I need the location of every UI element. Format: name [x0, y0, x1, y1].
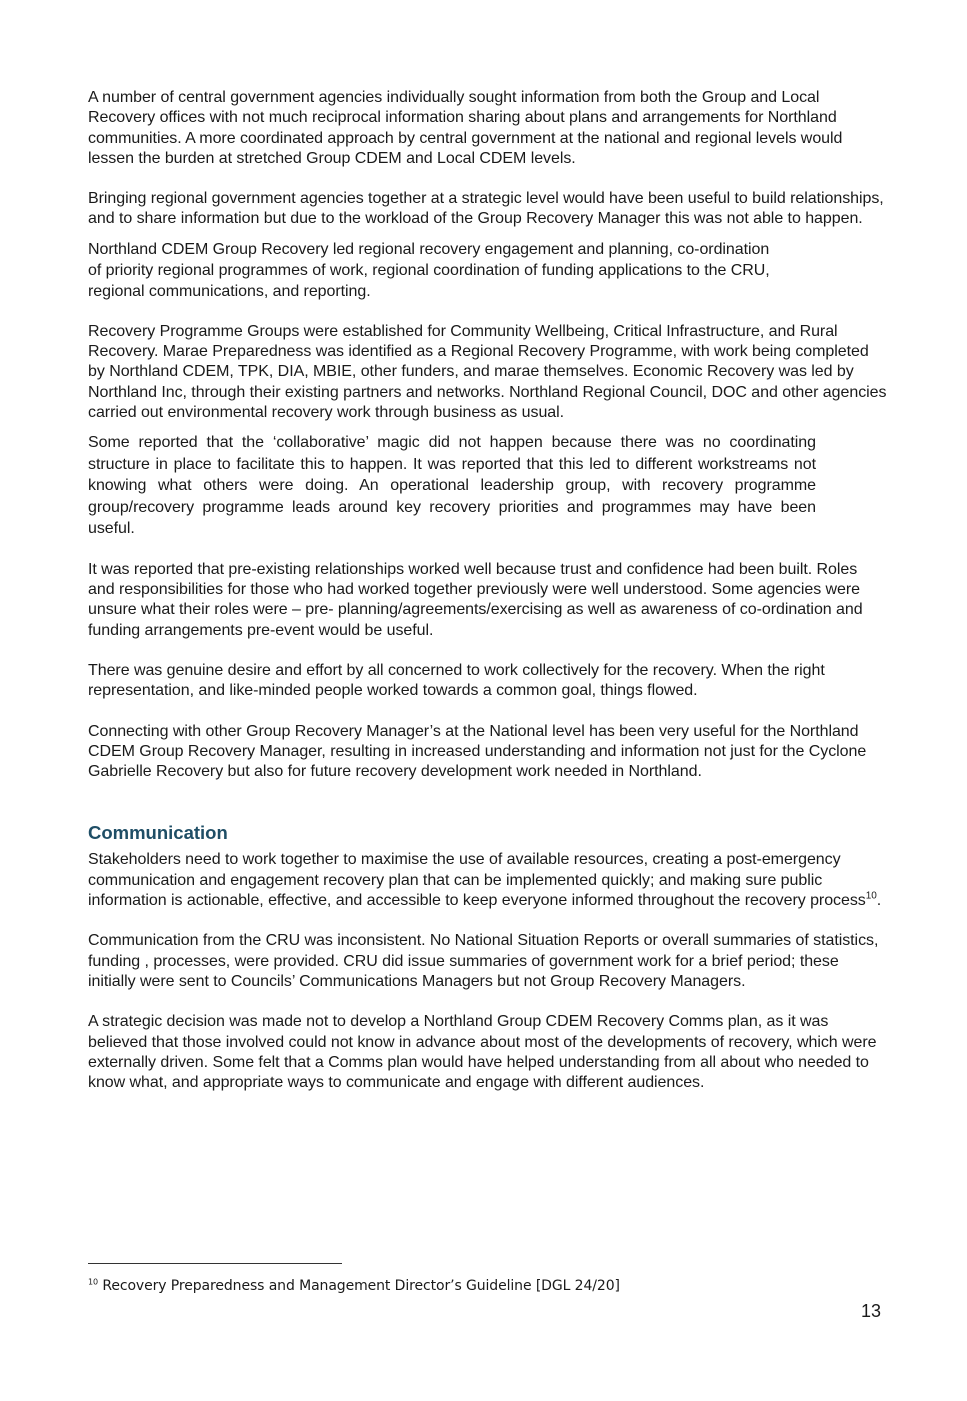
paragraph-cru-inconsistent: Communication from the CRU was inconsistent. No National Situation Reports or overall summaries of statistics, funding , processes, were provided. CRU did issue summaries of government work for a brief period; these initially were sent to Councils’ Communications Managers but not Group Recovery Managers.: [88, 932, 879, 990]
paragraph-central-agencies: A number of central government agencies individually sought information from both the Group and Local Recovery offices with not much reciprocal information sharing about plans and arrangements for Northland communities. A more coordinated approach by central government at the national and regional levels would lessen the burden at stretched Group CDEM and Local CDEM levels.: [88, 89, 843, 167]
page-number: 13: [860, 1301, 881, 1321]
paragraph-genuine-desire: There was genuine desire and effort by all concerned to work collectively for the recovery. When the right representation, and like-minded people worked towards a common goal, things flowed.: [88, 661, 825, 700]
paragraph-group-recovery-led: Northland CDEM Group Recovery led regional recovery engagement and planning, co-ordination of priority regional programmes of work, regional coordination of funding applications to the CRU, regional communications, and reporting.: [88, 240, 770, 300]
footnote-reference[interactable]: 10: [865, 890, 877, 902]
paragraph-stakeholders-text: Stakeholders need to work together to maximise the use of available resources, creating a post-emergency communication and engagement recovery plan that can be implemented quickly; and making sure public information is actionable, effective, and accessible to keep everyone informed throughout the recovery process: [88, 851, 866, 910]
paragraph-pre-existing-relationships: It was reported that pre-existing relationships worked well because trust and confidence had been built. Roles and responsibilities for those who had worked together previously were well understood. Some agencies were unsure what their roles were – pre- planning/agreements/exercising as well as awareness of co-ordination and funding arrangements pre-event would be useful.: [88, 560, 863, 639]
paragraph-regional-agencies: Bringing regional government agencies together at a strategic level would have been useful to build relationships, and to share information but due to the workload of the Group Recovery Manager this was not able to happen.: [88, 190, 884, 228]
document-page: [88, 88, 888, 1093]
footnote-text: Recovery Preparedness and Management Director’s Guideline [DGL 24/20]: [97, 1278, 620, 1294]
footnote: [88, 1278, 620, 1294]
paragraph-stakeholders: [88, 850, 888, 911]
paragraph-national-level: Connecting with other Group Recovery Manager’s at the National level has been very useful for the Northland CDEM Group Recovery Manager, resulting in increased understanding and information not just for the Cyclone Gabrielle Recovery but also for future recovery development work needed in Northland.: [88, 722, 867, 781]
footnote-divider: [88, 1263, 342, 1264]
paragraph-stakeholders-end: .: [876, 892, 882, 910]
paragraph-strategic-decision: A strategic decision was made not to develop a Northland Group CDEM Recovery Comms plan, as it was believed that those involved could not know in advance about most of the developments of recovery, which were externally driven. Some felt that a Comms plan would have helped understanding from all about who needed to know what, and appropriate ways to communicate and engage with different audiences.: [88, 1013, 877, 1092]
section-heading-communication: Communication: [88, 822, 228, 844]
paragraph-collaborative-magic: Some reported that the ‘collaborative’ magic did not happen because there was no coordinating structure in place to facilitate this to happen. It was reported that this led to different workstreams not knowing what others were doing. An operational leadership group, with recovery programme group/recovery programme leads around key recovery priorities and programmes may have been useful.: [88, 434, 816, 538]
paragraph-programme-groups: Recovery Programme Groups were established for Community Wellbeing, Critical Infrastructure, and Rural Recovery. Marae Preparedness was identified as a Regional Recovery Programme, with work being completed by Northland CDEM, TPK, DIA, MBIE, other funders, and marae themselves. Economic Recovery was led by Northland Inc, through their existing partners and networks. Northland Regional Council, DOC and other agencies carried out environmental recovery work through business as usual.: [88, 322, 887, 421]
footnote-number: 10: [88, 1277, 98, 1287]
